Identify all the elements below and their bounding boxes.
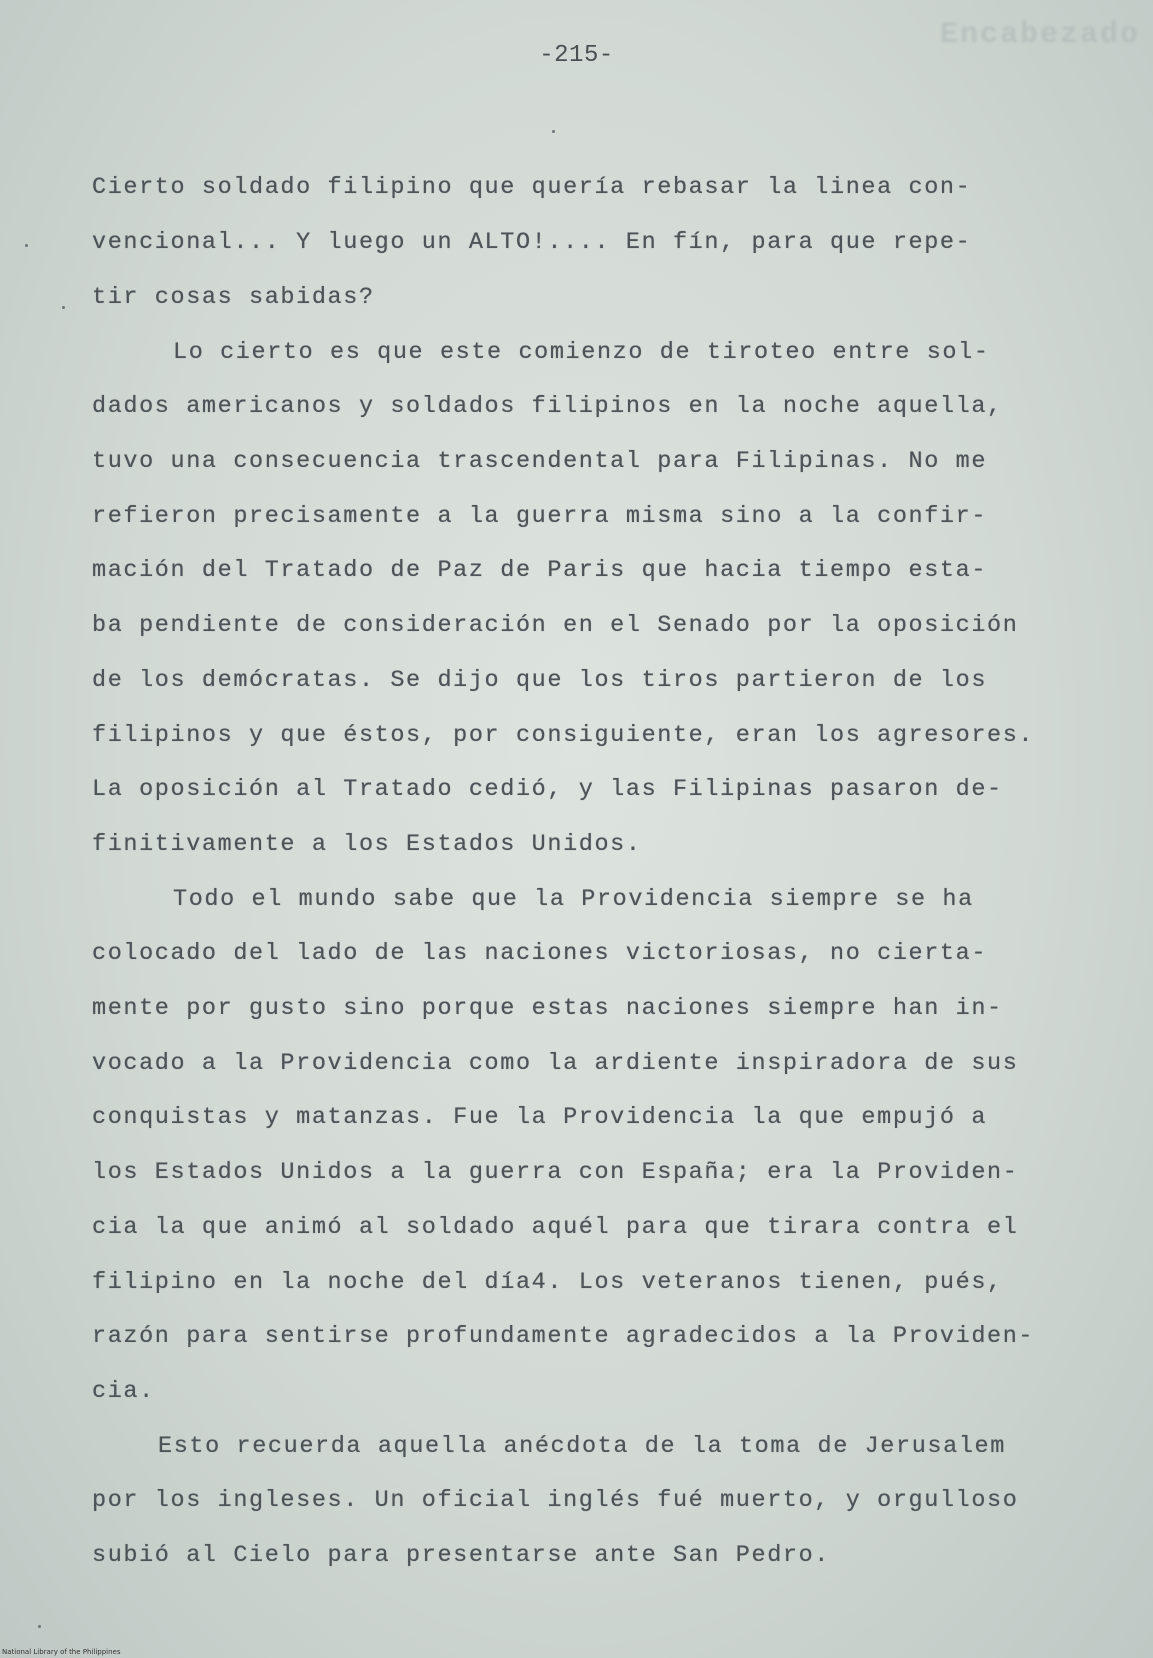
speck-mark <box>25 244 28 247</box>
text-line: tuvo una consecuencia trascendental para Filipinas. No me <box>92 448 988 475</box>
text-line: razón para sentirse profundamente agradecidos a la Providen- <box>92 1323 1035 1350</box>
text-line: colocado del lado de las naciones victoriosas, no cierta- <box>92 940 988 967</box>
text-line: filipinos y que éstos, por consiguiente, eran los agresores. <box>92 722 1035 749</box>
text-line: Todo el mundo sabe que la Providencia siempre se ha <box>173 886 974 913</box>
text-line: mente por gusto sino porque estas naciones siempre han in- <box>92 995 1003 1022</box>
text-line: tir cosas sabidas? <box>92 284 375 311</box>
text-line: vocado a la Providencia como la ardiente inspiradora de sus <box>92 1050 1019 1077</box>
footer-credit: National Library of the Philippines <box>2 1648 121 1656</box>
text-line: refieron precisamente a la guerra misma sino a la confir- <box>92 503 988 530</box>
speck-mark <box>552 130 555 133</box>
speck-mark <box>62 306 65 309</box>
text-line: ba pendiente de consideración en el Senado por la oposición <box>92 612 1019 639</box>
text-line: finitivamente a los Estados Unidos. <box>92 831 642 858</box>
bleed-through-text: Encabezado <box>940 18 1141 52</box>
text-line: subió al Cielo para presentarse ante San Pedro. <box>92 1542 831 1569</box>
text-line: dados americanos y soldados filipinos en la noche aquella, <box>92 393 1003 420</box>
text-line: La oposición al Tratado cedió, y las Filipinas pasaron de- <box>92 776 1003 803</box>
text-line: los Estados Unidos a la guerra con España; era la Providen- <box>92 1159 1019 1186</box>
text-line: mación del Tratado de Paz de Paris que hacia tiempo esta- <box>92 557 988 584</box>
page-number: -215- <box>539 42 614 69</box>
text-line: Lo cierto es que este comienzo de tiroteo entre sol- <box>173 339 990 366</box>
text-line: cia la que animó al soldado aquél para que tirara contra el <box>92 1214 1019 1241</box>
speck-mark <box>38 1625 41 1628</box>
text-line: vencional... Y luego un ALTO!.... En fín, para que repe- <box>92 229 972 256</box>
text-line: Cierto soldado filipino que quería rebasar la linea con- <box>92 174 972 201</box>
text-line: conquistas y matanzas. Fue la Providencia la que empujó a <box>92 1104 988 1131</box>
text-line: Esto recuerda aquella anécdota de la toma de Jerusalem <box>158 1433 1006 1460</box>
text-line: filipino en la noche del día4. Los veteranos tienen, pués, <box>92 1269 1003 1296</box>
text-line: por los ingleses. Un oficial inglés fué muerto, y orgulloso <box>92 1487 1019 1514</box>
text-line: cia. <box>92 1378 155 1405</box>
text-line: de los demócratas. Se dijo que los tiros partieron de los <box>92 667 988 694</box>
